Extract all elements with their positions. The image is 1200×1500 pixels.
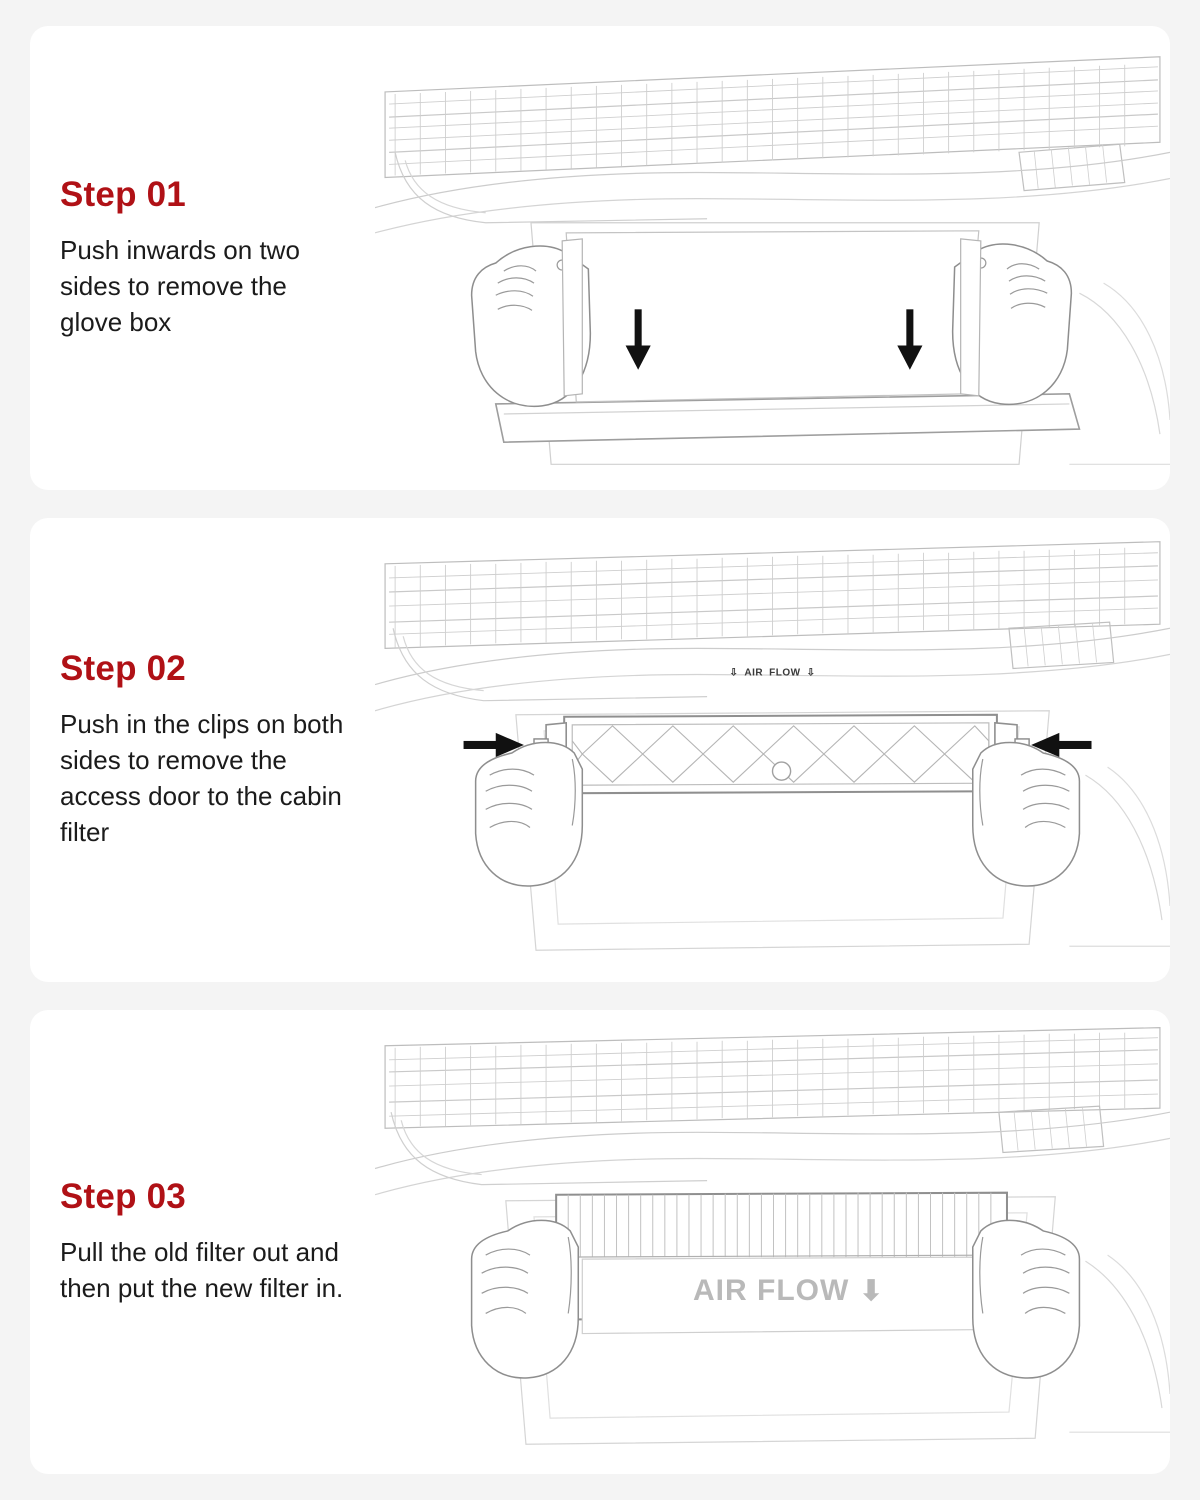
step-description: Pull the old filter out and then put the new filter in. — [60, 1237, 344, 1303]
air-label: AIR — [744, 667, 764, 679]
step-card-02 — [30, 518, 1170, 982]
air-flow-down-arrow-icon: ⬇ — [859, 1274, 884, 1306]
step-illustration-02 — [375, 518, 1170, 982]
access-door-removal-diagram — [375, 518, 1170, 982]
flow-label: FLOW — [769, 667, 801, 679]
step-text-03 — [30, 1010, 375, 1474]
step-card-01 — [30, 26, 1170, 490]
air-flow-arrow-right: ⇩ — [806, 667, 816, 679]
step-illustration-01 — [375, 26, 1170, 490]
air-flow-arrow-left: ⇩ — [729, 667, 739, 679]
step-title: Step 01 — [60, 175, 186, 215]
step-text-01 — [30, 26, 375, 490]
step-description: Push inwards on two sides to remove the glove box — [60, 235, 300, 337]
step-title: Step 03 — [60, 1177, 186, 1217]
air-flow-text: AIR FLOW — [693, 1273, 850, 1307]
filter-replacement-diagram — [375, 1010, 1170, 1474]
step-text-02 — [30, 518, 375, 982]
step-title: Step 02 — [60, 649, 186, 689]
step-illustration-03 — [375, 1010, 1170, 1474]
step-card-03 — [30, 1010, 1170, 1474]
step-description: Push in the clips on both sides to remove the access door to the cabin filter — [60, 709, 344, 847]
glove-box-removal-diagram — [375, 26, 1170, 490]
